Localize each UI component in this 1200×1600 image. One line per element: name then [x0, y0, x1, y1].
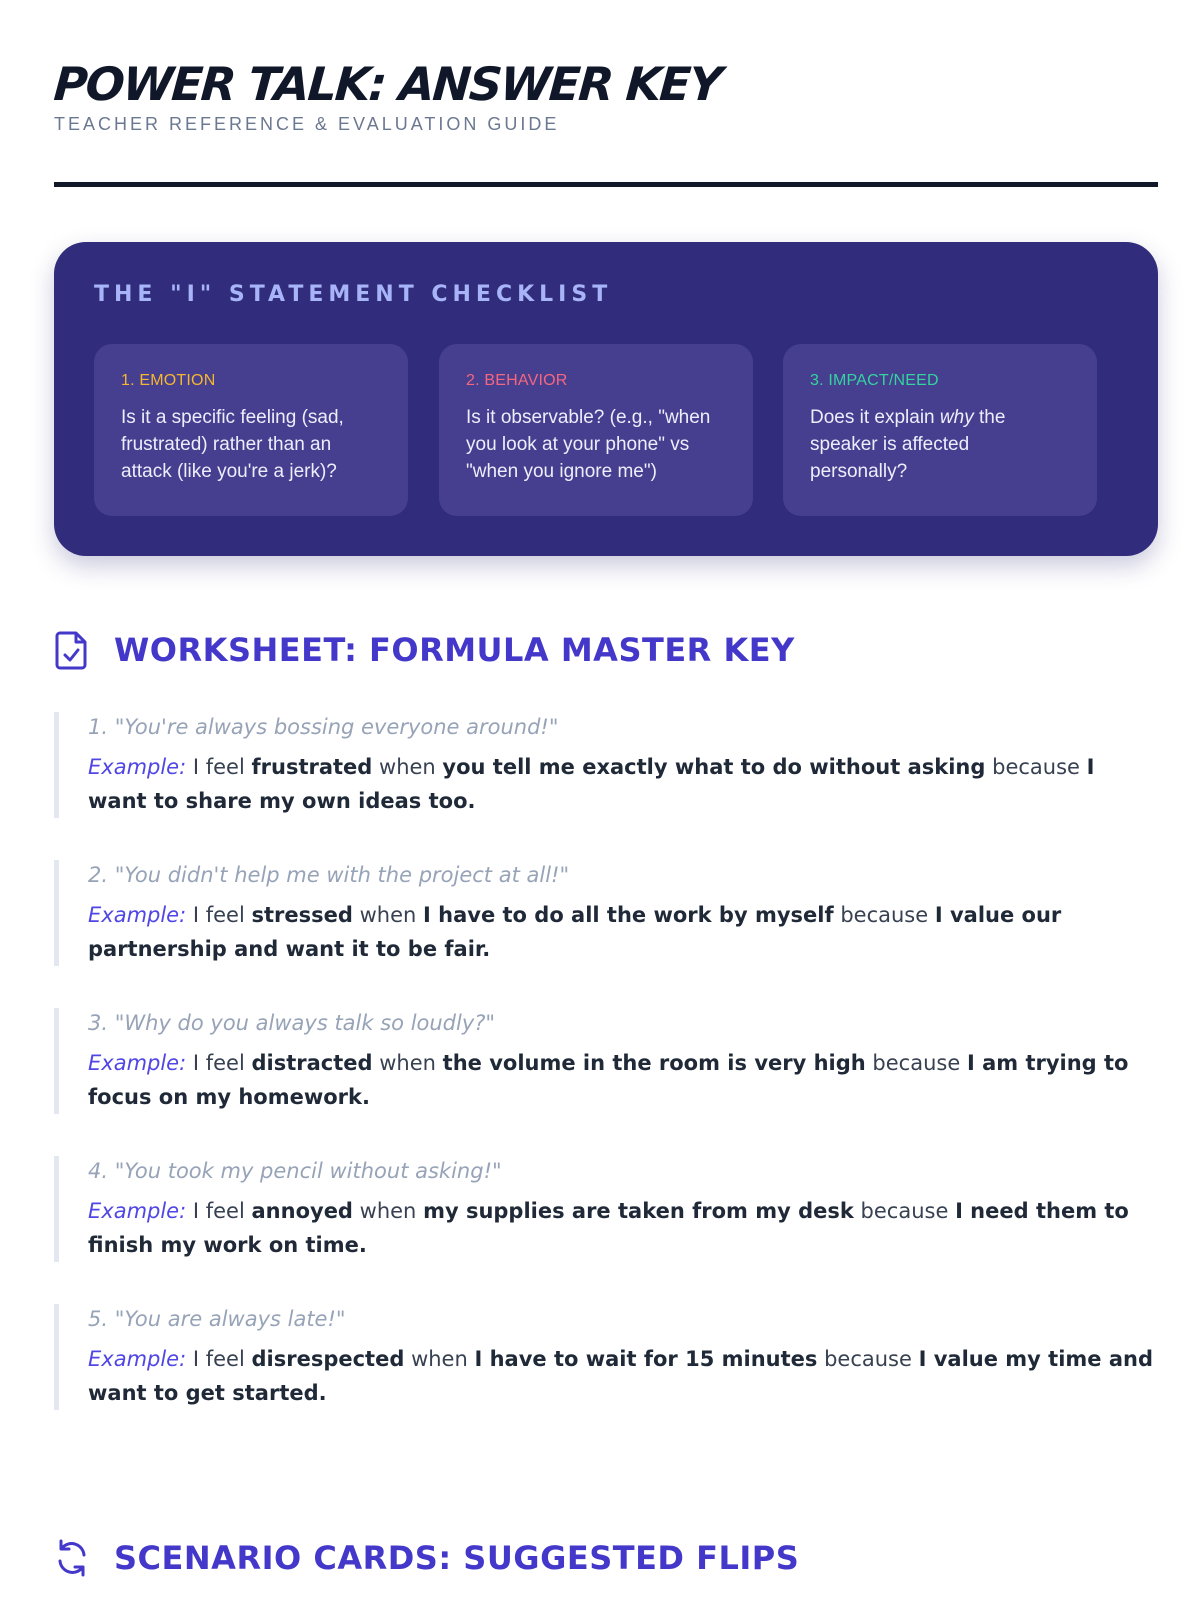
answer-feeling: frustrated [251, 755, 373, 779]
answer-prompt: 1. "You're always bossing everyone around!" [88, 715, 559, 739]
word-when: when [379, 1051, 436, 1075]
word-when: when [379, 755, 436, 779]
answer-reason: I want to share my own ideas too. [88, 755, 1095, 813]
answer-item [54, 1304, 1158, 1410]
page-title: POWER TALK: ANSWER KEY [52, 57, 723, 111]
answer-reason: I am trying to focus on my homework. [88, 1051, 1129, 1109]
card-label: 2. BEHAVIOR [466, 372, 568, 389]
card-text-end: the speaker is affected personally? [810, 407, 1006, 482]
refresh-icon [54, 1538, 90, 1578]
answer-reason: I value our partnership and want it to be fair. [88, 903, 1062, 961]
answer-item [54, 1156, 1158, 1262]
checklist-panel [54, 242, 1158, 556]
checklist-card-impact [783, 344, 1097, 516]
card-text-start: Does it explain [810, 407, 940, 428]
word-feel: I feel [192, 903, 245, 927]
answer-prompt: 3. "Why do you always talk so loudly?" [88, 1011, 496, 1035]
answer-feeling: distracted [251, 1051, 373, 1075]
page-subtitle: TEACHER REFERENCE & EVALUATION GUIDE [54, 114, 560, 134]
word-because: because [992, 755, 1080, 779]
checklist-title: THE "I" STATEMENT CHECKLIST [94, 282, 613, 307]
checklist-cards [94, 344, 1118, 516]
answer-behavior: you tell me exactly what to do without asking [442, 755, 986, 779]
answer-example [88, 750, 1158, 818]
answer-behavior: I have to do all the work by myself [423, 903, 834, 927]
card-label: 1. EMOTION [121, 372, 216, 389]
word-feel: I feel [192, 1199, 245, 1223]
word-feel: I feel [192, 1051, 245, 1075]
answer-feeling: annoyed [251, 1199, 353, 1223]
header-divider [54, 182, 1158, 187]
card-text: Is it a specific feeling (sad, frustrated) rather than an attack (like you're a jerk)? [121, 407, 344, 482]
answer-reason: I need them to finish my work on time. [88, 1199, 1129, 1257]
card-text: Is it observable? (e.g., "when you look at your phone" vs "when you ignore me") [466, 407, 711, 482]
answer-prompt: 2. "You didn't help me with the project at all!" [88, 863, 570, 887]
answer-example [88, 1046, 1158, 1114]
scenario-section-header [54, 1538, 799, 1578]
answer-item [54, 860, 1158, 966]
answer-behavior: my supplies are taken from my desk [423, 1199, 854, 1223]
answer-behavior: I have to wait for 15 minutes [474, 1347, 818, 1371]
worksheet-section-header [54, 630, 795, 670]
answer-item [54, 712, 1158, 818]
answer-behavior: the volume in the room is very high [442, 1051, 866, 1075]
card-text-emphasis: why [939, 407, 974, 428]
card-label: 3. IMPACT/NEED [810, 372, 939, 389]
answer-feeling: stressed [251, 903, 353, 927]
answer-example [88, 1342, 1158, 1410]
word-because: because [872, 1051, 961, 1075]
checklist-card-emotion [94, 344, 408, 516]
word-when: when [359, 903, 417, 927]
word-when: when [411, 1347, 468, 1371]
answer-item [54, 1008, 1158, 1114]
answer-feeling: disrespected [251, 1347, 405, 1371]
example-label: Example: [88, 1347, 187, 1371]
word-feel: I feel [192, 755, 245, 779]
example-label: Example: [88, 1051, 187, 1075]
example-label: Example: [88, 755, 187, 779]
checklist-card-behavior [439, 344, 753, 516]
answer-reason: I value my time and want to get started. [88, 1347, 1154, 1405]
page-header [54, 56, 1154, 135]
card-text [810, 404, 1071, 485]
scenario-title: SCENARIO CARDS: SUGGESTED FLIPS [114, 1539, 800, 1577]
file-check-icon [54, 630, 90, 670]
example-label: Example: [88, 903, 187, 927]
word-because: because [824, 1347, 912, 1371]
example-label: Example: [88, 1199, 187, 1223]
answer-prompt: 4. "You took my pencil without asking!" [88, 1159, 502, 1183]
word-when: when [359, 1199, 417, 1223]
answer-example [88, 898, 1158, 966]
word-because: because [860, 1199, 949, 1223]
word-feel: I feel [192, 1347, 245, 1371]
answer-prompt: 5. "You are always late!" [88, 1307, 346, 1331]
answer-example [88, 1194, 1158, 1262]
worksheet-title: WORKSHEET: FORMULA MASTER KEY [114, 631, 795, 669]
word-because: because [840, 903, 929, 927]
